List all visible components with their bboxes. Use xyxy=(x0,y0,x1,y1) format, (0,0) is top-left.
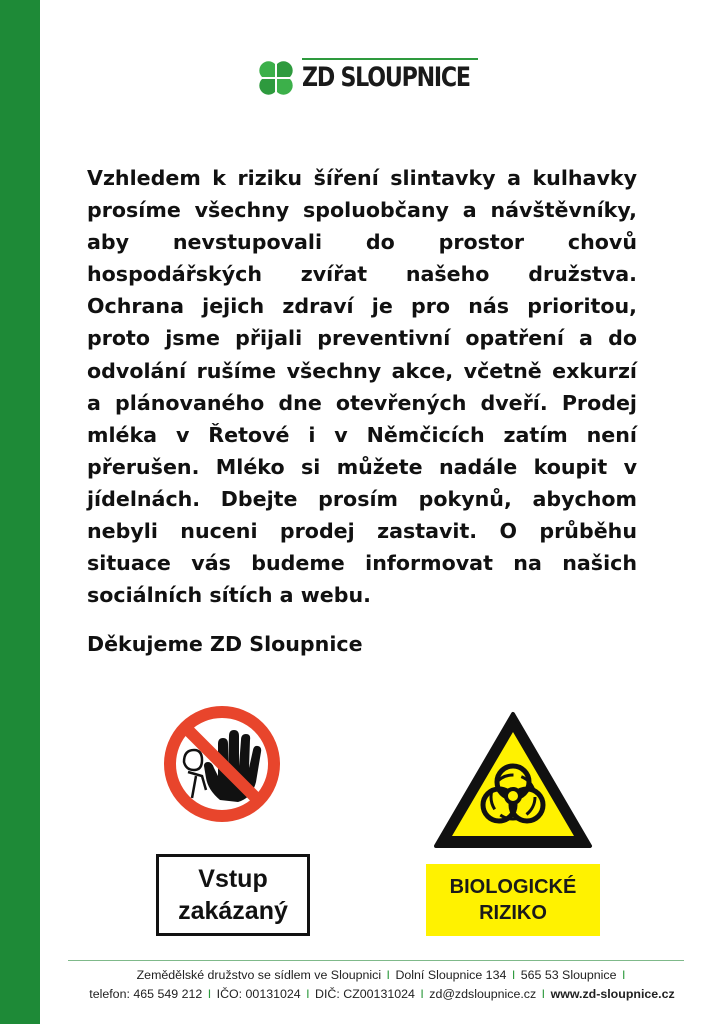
footer-separator: I xyxy=(306,987,310,1001)
footer-address-line xyxy=(0,968,724,982)
clover-logo-icon xyxy=(256,58,296,98)
footer-dic: DIČ: CZ00131024 xyxy=(315,987,415,1001)
footer-separator: I xyxy=(541,987,546,1001)
notice-body: Vzhledem k riziku šíření slintavky a kulhavky prosíme všechny spoluobčany a návštěvníky, aby nevstupovali do prostor chovů hospodářských zvířat našeho družstva. Ochrana jejich zdraví je pro nás prioritou, proto jsme přijali preventivní opatření a do odvolání rušíme všechny akce, včetně exkurzí a plánovaného dne otevřených dveří. Prodej mléka v Řetové i v Němčicích zatím není přerušen. Mléko si můžete nadále koupit v jídelnách. Dbejte prosím pokynů, abychom nebyli nuceni prodej zastavit. O průběhu situace vás budeme informovat na našich sociálních sítích a webu. xyxy=(87,166,637,608)
logo-text: ZD SLOUPNICE xyxy=(302,62,470,93)
no-entry-hand-icon xyxy=(162,704,282,824)
footer-company: Zemědělské družstvo se sídlem ve Sloupnici xyxy=(136,968,382,982)
footer-email[interactable]: zd@zdsloupnice.cz xyxy=(429,987,537,1001)
footer-web[interactable]: www.zd-sloupnice.cz xyxy=(550,987,675,1001)
footer-separator: I xyxy=(511,968,516,982)
biohazard-sign xyxy=(426,864,600,936)
footer-ico: IČO: 00131024 xyxy=(216,987,301,1001)
biohazard-sign-line1: BIOLOGICKÉ xyxy=(449,876,577,898)
footer-contact-line xyxy=(0,987,724,1001)
no-entry-sign-line1: Vstup xyxy=(198,865,268,893)
logo-underline xyxy=(302,58,478,60)
biohazard-icon xyxy=(432,710,594,850)
footer-zip-city: 565 53 Sloupnice xyxy=(520,968,617,982)
footer-divider xyxy=(68,960,684,961)
footer-separator: I xyxy=(621,968,626,982)
biohazard-sign-line2: RIZIKO xyxy=(479,902,547,924)
green-side-bar xyxy=(0,0,40,1024)
no-entry-sign-line2: zakázaný xyxy=(178,897,288,925)
footer-phone: telefon: 465 549 212 xyxy=(89,987,203,1001)
footer-separator: I xyxy=(386,968,390,982)
company-logo xyxy=(256,58,478,100)
footer-separator: I xyxy=(207,987,212,1001)
footer-address: Dolní Sloupnice 134 xyxy=(395,968,507,982)
notice-signature: Děkujeme ZD Sloupnice xyxy=(87,632,363,656)
no-entry-sign xyxy=(156,854,310,936)
footer-separator: I xyxy=(420,987,424,1001)
